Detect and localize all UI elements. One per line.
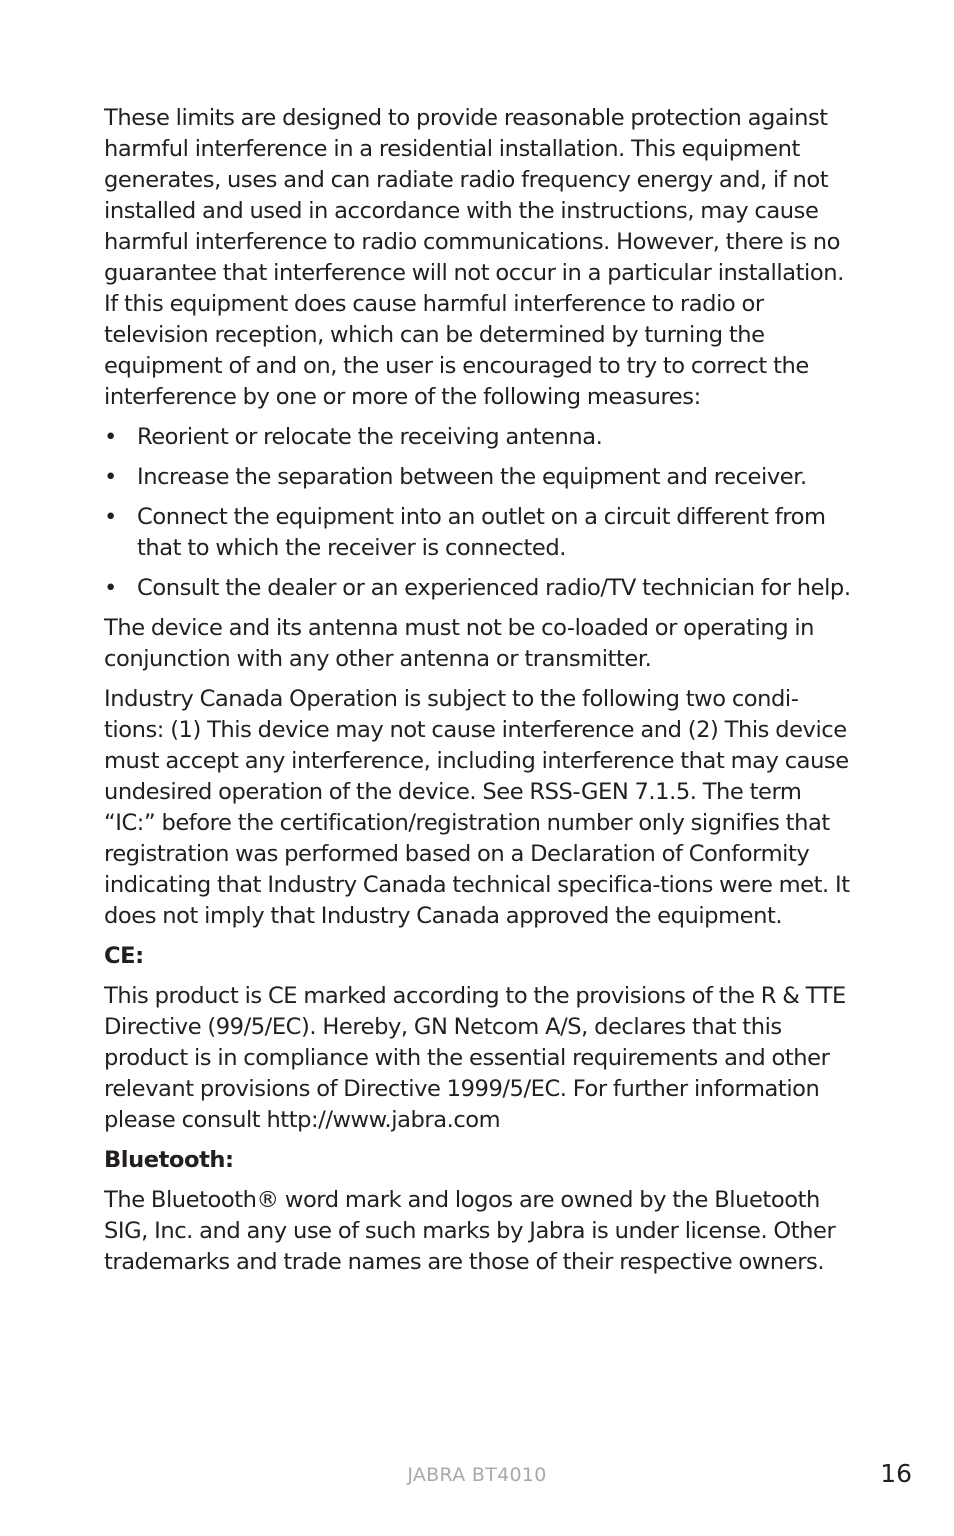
page-content	[104, 103, 856, 1287]
list-item	[104, 462, 856, 493]
bluetooth-heading: Bluetooth:	[104, 1147, 234, 1173]
bluetooth-paragraph: The Bluetooth® word mark and logos are owned by the Bluetooth SIG, Inc. and any use of such marks by Jabra is under license. Other trademarks and trade names are those of their respective owners.	[104, 1187, 836, 1275]
page-number: 16	[880, 1459, 912, 1488]
industry-canada-paragraph: Industry Canada Operation is subject to the following two condi-tions: (1) This device may not cause interference and (2) This device must accept any interference, including interference that may cause undesired operation of the device. See RSS-GEN 7.1.5. The term “IC:” before the certification/registration number only signifies that registration was performed based on a Declaration of Conformity indicating that Industry Canada technical specifica-tions were met. It does not imply that Industry Canada approved the equipment.	[104, 686, 850, 929]
list-item	[104, 422, 856, 453]
measure-text: Consult the dealer or an experienced radio/TV technician for help.	[137, 575, 851, 601]
measure-text: Increase the separation between the equipment and receiver.	[137, 464, 807, 490]
measures-list	[104, 422, 856, 604]
bullet-icon: •	[104, 424, 117, 450]
footer-product-name: JABRA BT4010	[407, 1464, 547, 1486]
measure-text: Connect the equipment into an outlet on a circuit different from that to which the receiver is connected.	[137, 504, 826, 561]
intro-paragraph: These limits are designed to provide reasonable protection against harmful interference in a residential installation. This equipment generates, uses and can radiate radio frequency energy and, if not installed and used in accordance with the instructions, may cause harmful interference to radio communications. However, there is no guarantee that interference will not occur in a particular installation. If this equipment does cause harmful interference to radio or television reception, which can be determined by turning the equipment of and on, the user is encouraged to try to correct the interference by one or more of the following measures:	[104, 105, 844, 410]
list-item	[104, 502, 856, 564]
bullet-icon: •	[104, 464, 117, 490]
antenna-paragraph: The device and its antenna must not be co-loaded or operating in conjunction with any other antenna or transmitter.	[104, 615, 815, 672]
list-item	[104, 573, 856, 604]
ce-paragraph: This product is CE marked according to the provisions of the R & TTE Directive (99/5/EC). Hereby, GN Netcom A/S, declares that this product is in compliance with the essential requirements and other relevant provisions of Directive 1999/5/EC. For further information please consult http://www.jabra.com	[104, 983, 846, 1133]
bullet-icon: •	[104, 504, 117, 530]
bullet-icon: •	[104, 575, 117, 601]
ce-heading: CE:	[104, 943, 144, 969]
measure-text: Reorient or relocate the receiving antenna.	[137, 424, 603, 450]
